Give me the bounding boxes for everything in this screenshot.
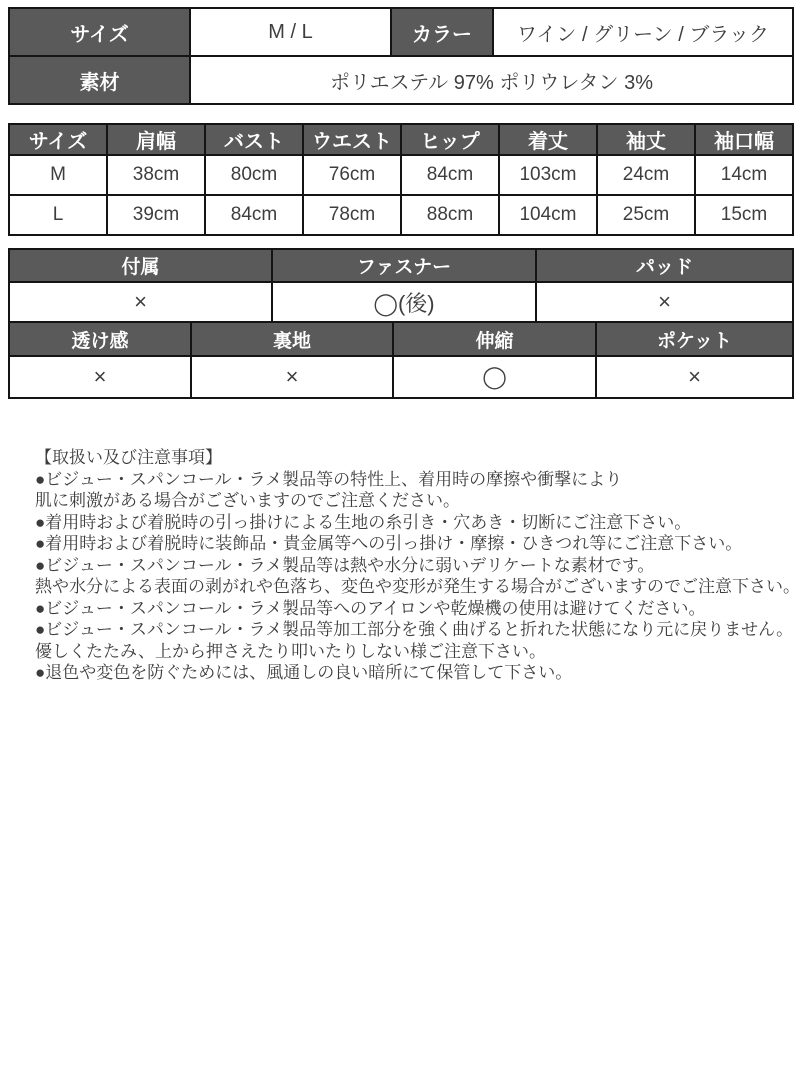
measurement-header-shoulder: 肩幅: [107, 124, 205, 155]
care-note-line: 肌に刺激がある場合がございますのでご注意ください。: [35, 491, 460, 510]
feature-header-lining: 裏地: [191, 322, 393, 356]
measurement-cell: 39cm: [107, 195, 205, 235]
measurement-cell: L: [9, 195, 107, 235]
measurement-header-cuff: 袖口幅: [695, 124, 793, 155]
feature-value-pocket: ×: [596, 356, 793, 398]
measurement-cell: 15cm: [695, 195, 793, 235]
measurement-cell: 88cm: [401, 195, 499, 235]
measurement-header-size: サイズ: [9, 124, 107, 155]
measurement-header-row: [9, 124, 793, 155]
feature-header-stretch: 伸縮: [393, 322, 596, 356]
feature-header-fastener: ファスナー: [272, 249, 536, 282]
feature-bottom-header-row: [9, 322, 793, 356]
measurement-cell: 38cm: [107, 155, 205, 195]
color-label-cell: カラー: [391, 8, 493, 56]
measurement-header-sleeve: 袖丈: [597, 124, 695, 155]
measurement-cell: 78cm: [303, 195, 401, 235]
measurement-header-bust: バスト: [205, 124, 303, 155]
care-note-line: ●ビジュー・スパンコール・ラメ製品等へのアイロンや乾燥機の使用は避けてください。: [35, 598, 706, 618]
feature-value-fastener: ◯(後): [272, 282, 536, 322]
measurement-cell: 25cm: [597, 195, 695, 235]
measurement-cell: 103cm: [499, 155, 597, 195]
feature-header-accessory: 付属: [9, 249, 272, 282]
measurement-cell: 104cm: [499, 195, 597, 235]
feature-value-pad: ×: [536, 282, 793, 322]
care-note-line: 優しくたたみ、上から押さえたり叩いたりしない様ご注意下さい。: [35, 641, 547, 661]
feature-value-stretch: ◯: [393, 356, 596, 398]
measurement-row-l: [9, 195, 793, 235]
measurement-header-waist: ウエスト: [303, 124, 401, 155]
measurement-cell: 84cm: [401, 155, 499, 195]
care-note-line: ●退色や変色を防ぐためには、風通しの良い暗所にて保管して下さい。: [35, 663, 573, 682]
care-notes: [35, 447, 800, 684]
info-row-size-color: [9, 8, 793, 56]
color-value-cell: ワイン / グリーン / ブラック: [493, 8, 793, 56]
material-label-cell: 素材: [9, 56, 190, 104]
info-row-material: [9, 56, 793, 104]
feature-bottom-value-row: [9, 356, 793, 398]
measurement-row-m: [9, 155, 793, 195]
care-note-line: ●着用時および着脱時の引っ掛けによる生地の糸引き・穴あき・切断にご注意下さい。: [35, 512, 692, 532]
size-label-cell: サイズ: [9, 8, 190, 56]
care-notes-title: 【取扱い及び注意事項】: [35, 448, 222, 467]
care-note-line: ●着用時および着脱時に装飾品・貴金属等への引っ掛け・摩擦・ひきつれ等にご注意下さい。: [35, 534, 743, 553]
measurement-cell: 80cm: [205, 155, 303, 195]
measurement-header-length: 着丈: [499, 124, 597, 155]
care-note-line: 熱や水分による表面の剥がれや色落ち、変色や変形が発生する場合がございますのでご注意下さい。: [35, 577, 800, 596]
care-note-line: ●ビジュー・スパンコール・ラメ製品等の特性上、着用時の摩擦や衝撃により: [35, 469, 623, 489]
feature-top-header-row: [9, 249, 793, 282]
measurement-table: [8, 123, 794, 236]
measurement-cell: 14cm: [695, 155, 793, 195]
feature-header-sheerness: 透け感: [9, 322, 191, 356]
feature-top-value-row: [9, 282, 793, 322]
care-note-line: ●ビジュー・スパンコール・ラメ製品等加工部分を強く曲げると折れた状態になり元に戻りません。: [35, 620, 794, 639]
feature-value-sheerness: ×: [9, 356, 191, 398]
measurement-cell: M: [9, 155, 107, 195]
feature-value-lining: ×: [191, 356, 393, 398]
feature-table-top: [8, 248, 794, 323]
feature-value-accessory: ×: [9, 282, 272, 322]
material-value-cell: ポリエステル 97% ポリウレタン 3%: [190, 56, 793, 104]
info-table: [8, 7, 794, 105]
measurement-cell: 24cm: [597, 155, 695, 195]
size-value-cell: M / L: [190, 8, 391, 56]
care-note-line: ●ビジュー・スパンコール・ラメ製品等は熱や水分に弱いデリケートな素材です。: [35, 555, 655, 575]
measurement-header-hip: ヒップ: [401, 124, 499, 155]
measurement-cell: 76cm: [303, 155, 401, 195]
feature-header-pocket: ポケット: [596, 322, 793, 356]
feature-table-bottom: [8, 321, 794, 399]
feature-header-pad: パッド: [536, 249, 793, 282]
measurement-cell: 84cm: [205, 195, 303, 235]
